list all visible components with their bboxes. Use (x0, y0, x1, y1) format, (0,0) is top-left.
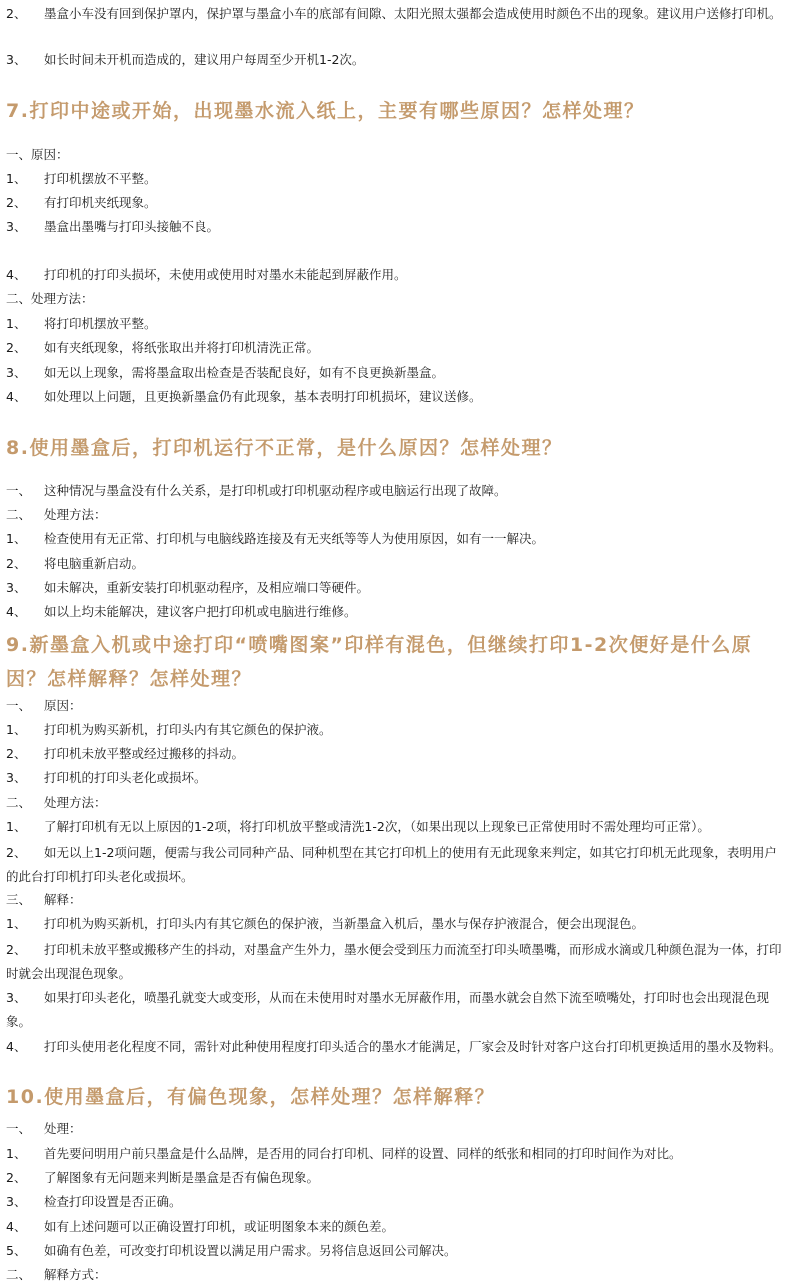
list-item (6, 696, 786, 716)
item-text: 处理方法： (44, 507, 107, 522)
item-text: 打印头使用老化程度不同，需针对此种使用程度打印头适合的墨水才能满足，厂家会及时针对客户这台打印机更换适用的墨水及物料。 (44, 1039, 782, 1054)
list-item (6, 1192, 786, 1212)
item-text: 如果打印头老化，喷墨孔就变大或变形，从而在未使用时对墨水无屏蔽作用，而墨水就会自然下流至喷嘴处，打印时也会出现混色现象。 (6, 990, 770, 1029)
section-heading: 10.使用墨盒后，有偏色现象，怎样处理？怎样解释？ (6, 1086, 496, 1108)
item-text: 如长时间未开机而造成的，建议用户每周至少开机1-2次。 (44, 52, 365, 67)
item-text: 了解打印机有无以上原因的1-2项，将打印机放平整或清洗1-2次，（如果出现以上现象已正常使用时不需处理均可正常）。 (44, 819, 710, 834)
list-item (6, 505, 786, 525)
item-number: 5、 (6, 1243, 27, 1258)
item-text: 有打印机夹纸现象。 (44, 195, 157, 210)
list-item (6, 1241, 786, 1261)
item-number: 一、 (6, 483, 32, 498)
item-number: 2、 (6, 1170, 27, 1185)
item-text: 处理方法： (44, 795, 107, 810)
item-number: 3、 (6, 365, 27, 380)
list-item (6, 793, 786, 813)
item-number: 3、 (6, 219, 27, 234)
list-item (6, 554, 786, 574)
item-text: 打印机摆放不平整。 (44, 171, 157, 186)
section-heading: 8.使用墨盒后，打印机运行不正常，是什么原因？怎样处理？ (6, 437, 563, 459)
list-item (6, 1035, 786, 1059)
item-text: 处理： (44, 1121, 82, 1136)
item-text: 打印机的打印头老化或损坏。 (44, 770, 207, 785)
item-number: 4、 (6, 1219, 27, 1234)
item-text: 如未解决，重新安装打印机驱动程序，及相应端口等硬件。 (44, 580, 370, 595)
item-text: 将打印机摆放平整。 (44, 316, 157, 331)
list-item (6, 529, 786, 549)
item-number: 2、 (6, 556, 27, 571)
list-item (6, 387, 786, 407)
list-item (6, 50, 786, 70)
list-item (6, 578, 786, 598)
item-number: 1、 (6, 531, 27, 546)
item-text: 如以上均未能解决，建议客户把打印机或电脑进行维修。 (44, 604, 357, 619)
item-text: 检查使用有无正常、打印机与电脑线路连接及有无夹纸等等人为使用原因，如有一一解决。 (44, 531, 545, 546)
section-heading: 9.新墨盒入机或中途打印“喷嘴图案”印样有混色，但继续打印1-2次便好是什么原因？怎样解释？怎样处理？ (6, 634, 753, 690)
item-number: 4、 (6, 389, 27, 404)
item-text: 如无以上1-2项问题，便需与我公司同种产品、同种机型在其它打印机上的使用有无此现象来判定，如其它打印机无此现象，表明用户的此台打印机打印头老化或损坏。 (6, 845, 777, 884)
item-number: 3、 (6, 52, 27, 67)
list-item (6, 1168, 786, 1188)
item-number: 2、 (6, 195, 27, 210)
list-item (6, 1265, 786, 1285)
list-item (6, 744, 786, 764)
item-number: 4、 (6, 1039, 27, 1054)
item-number: 三、 (6, 892, 32, 907)
item-number: 1、 (6, 316, 27, 331)
item-number: 1、 (6, 916, 27, 931)
list-item (6, 265, 786, 285)
list-item (6, 481, 786, 501)
item-text: 一、原因： (6, 147, 69, 162)
list-item (6, 817, 786, 837)
item-text: 打印机为购买新机，打印头内有其它颜色的保护液，当新墨盒入机后，墨水与保存护液混合，便会出现混色。 (44, 916, 645, 931)
item-number: 1、 (6, 1146, 27, 1161)
item-number: 二、 (6, 507, 32, 522)
list-item (6, 217, 786, 237)
item-text: 打印机为购买新机，打印头内有其它颜色的保护液。 (44, 722, 332, 737)
item-text: 检查打印设置是否正确。 (44, 1194, 182, 1209)
item-number: 2、 (6, 340, 27, 355)
list-item (6, 1217, 786, 1237)
list-item (6, 1144, 786, 1164)
item-text: 如有夹纸现象，将纸张取出并将打印机清洗正常。 (44, 340, 320, 355)
item-text: 这种情况与墨盒没有什么关系，是打印机或打印机驱动程序或电脑运行出现了故障。 (44, 483, 507, 498)
item-text: 二、处理方法： (6, 291, 94, 306)
list-item (6, 145, 786, 165)
item-text: 如无以上现象，需将墨盒取出检查是否装配良好，如有不良更换新墨盒。 (44, 365, 445, 380)
list-item (6, 314, 786, 334)
list-item (6, 193, 786, 213)
item-text: 打印机未放平整或搬移产生的抖动，对墨盒产生外力，墨水便会受到压力而流至打印头喷墨嘴，而形成水滴或几种颜色混为一体，打印时就会出现混色现象。 (6, 942, 782, 981)
item-number: 3、 (6, 770, 27, 785)
item-number: 二、 (6, 1267, 32, 1282)
item-number: 4、 (6, 267, 27, 282)
item-number: 1、 (6, 171, 27, 186)
list-item (6, 890, 786, 910)
list-item (6, 1119, 786, 1139)
item-text: 了解图象有无问题来判断是墨盒是否有偏色现象。 (44, 1170, 320, 1185)
item-text: 墨盒小车没有回到保护罩内，保护罩与墨盒小车的底部有间隙、太阳光照太强都会造成使用时颜色不出的现象。建议用户送修打印机。 (44, 6, 782, 21)
item-number: 1、 (6, 819, 27, 834)
item-number: 3、 (6, 990, 27, 1005)
list-item (6, 338, 786, 358)
item-text: 解释： (44, 892, 82, 907)
list-item (6, 2, 786, 26)
section-heading: 7.打印中途或开始，出现墨水流入纸上，主要有哪些原因？怎样处理？ (6, 100, 645, 122)
item-number: 3、 (6, 1194, 27, 1209)
item-number: 2、 (6, 6, 27, 21)
list-item (6, 768, 786, 788)
item-number: 3、 (6, 580, 27, 595)
item-number: 2、 (6, 845, 27, 860)
item-text: 将电脑重新启动。 (44, 556, 145, 571)
item-number: 2、 (6, 942, 27, 957)
item-text: 首先要问明用户前只墨盒是什么品牌，是否用的同台打印机、同样的设置、同样的纸张和相同的打印时间作为对比。 (44, 1146, 682, 1161)
list-item (6, 938, 786, 986)
item-text: 原因： (44, 698, 82, 713)
list-item (6, 986, 786, 1034)
item-number: 二、 (6, 795, 32, 810)
list-item (6, 720, 786, 740)
item-text: 打印机的打印头损坏，未使用或使用时对墨水未能起到屏蔽作用。 (44, 267, 407, 282)
item-text: 如处理以上问题，且更换新墨盒仍有此现象，基本表明打印机损坏，建议送修。 (44, 389, 482, 404)
list-item (6, 289, 786, 309)
list-item (6, 363, 786, 383)
item-text: 如有上述问题可以正确设置打印机，或证明图象本来的颜色差。 (44, 1219, 395, 1234)
list-item (6, 602, 786, 622)
item-number: 一、 (6, 1121, 32, 1136)
item-text: 如确有色差，可改变打印机设置以满足用户需求。另将信息返回公司解决。 (44, 1243, 457, 1258)
item-text: 打印机未放平整或经过搬移的抖动。 (44, 746, 245, 761)
item-number: 2、 (6, 746, 27, 761)
list-item (6, 914, 786, 934)
item-text: 解释方式： (44, 1267, 107, 1282)
item-number: 4、 (6, 604, 27, 619)
item-number: 1、 (6, 722, 27, 737)
item-text: 墨盒出墨嘴与打印头接触不良。 (44, 219, 220, 234)
item-number: 一、 (6, 698, 32, 713)
list-item (6, 169, 786, 189)
list-item (6, 841, 786, 889)
